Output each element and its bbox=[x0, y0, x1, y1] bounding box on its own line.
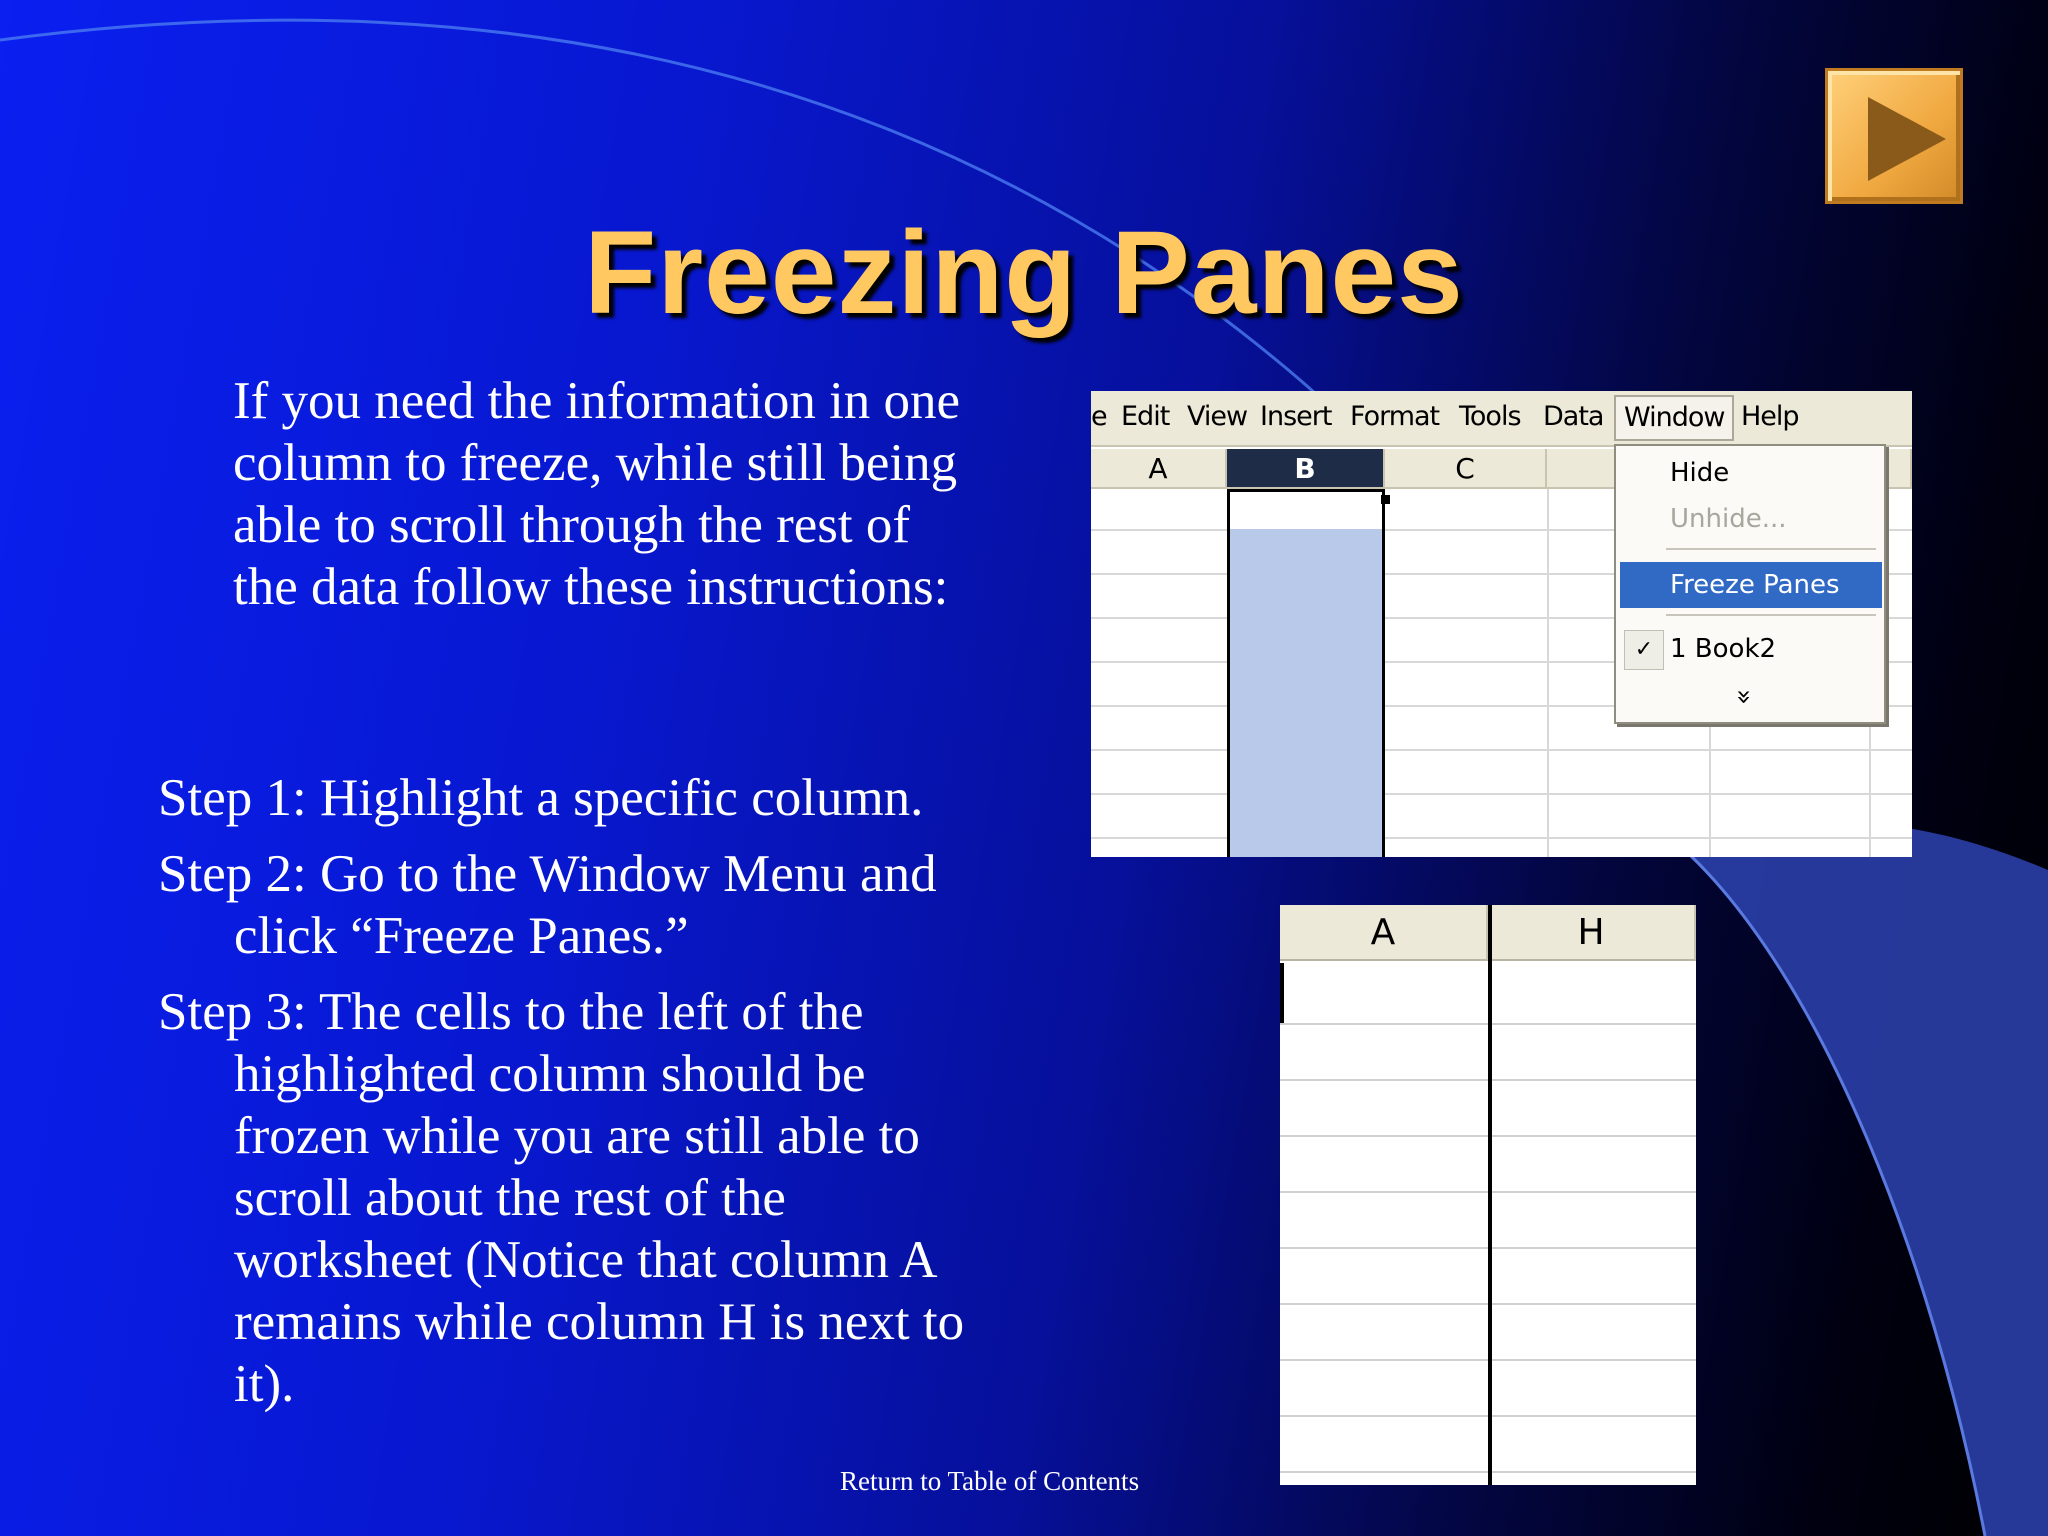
menu-help[interactable]: Help bbox=[1741, 401, 1799, 432]
grid-line bbox=[1547, 489, 1549, 857]
menu-item-book2-label: 1 Book2 bbox=[1670, 634, 1777, 664]
excel-menubar bbox=[1091, 391, 1912, 447]
menu-file-partial[interactable]: e bbox=[1091, 401, 1107, 432]
column-header-b[interactable]: B bbox=[1227, 449, 1385, 489]
selected-column-b[interactable] bbox=[1227, 489, 1385, 857]
steps-list bbox=[158, 767, 998, 1429]
excel-frozen-columns-screenshot bbox=[1280, 905, 1696, 1485]
menu-separator bbox=[1666, 548, 1876, 550]
menu-view[interactable]: View bbox=[1187, 401, 1248, 432]
menu-item-book2[interactable] bbox=[1620, 626, 1882, 672]
return-to-toc-link[interactable]: Return to Table of Contents bbox=[840, 1466, 1140, 1496]
step-3: Step 3: The cells to the left of the highlighted column should be frozen while you are still able to scroll about the rest of the worksheet (Notice that column A remains while column H is next to it). bbox=[158, 983, 965, 1413]
next-slide-button[interactable] bbox=[1825, 68, 1963, 204]
step-1: Step 1: Highlight a specific column. bbox=[158, 769, 924, 827]
menu-item-freeze-panes[interactable]: Freeze Panes bbox=[1620, 562, 1882, 608]
column-header-a[interactable]: A bbox=[1280, 905, 1488, 961]
grid-line bbox=[1091, 837, 1912, 839]
column-header-a[interactable]: A bbox=[1091, 449, 1227, 489]
grid-line bbox=[1091, 793, 1912, 795]
menu-separator bbox=[1666, 614, 1876, 616]
menu-edit[interactable]: Edit bbox=[1121, 401, 1170, 432]
menu-insert[interactable]: Insert bbox=[1260, 401, 1332, 432]
freeze-pane-divider bbox=[1488, 905, 1492, 1485]
excel-window-menu-screenshot bbox=[1091, 391, 1912, 857]
active-cell-border bbox=[1280, 963, 1284, 1023]
menu-item-unhide: Unhide... bbox=[1670, 504, 1787, 534]
menu-tools[interactable]: Tools bbox=[1459, 401, 1521, 432]
column-header-c[interactable]: C bbox=[1385, 449, 1547, 489]
menu-data[interactable]: Data bbox=[1543, 401, 1604, 432]
slide-title: Freezing Panes bbox=[584, 207, 1464, 339]
step-2: Step 2: Go to the Window Menu and click “Freeze Panes.” bbox=[158, 845, 937, 965]
intro-paragraph: If you need the information in one column to freeze, while still being able to scroll through the rest of the data follow these instructions: bbox=[233, 372, 961, 616]
play-arrow-icon bbox=[1868, 97, 1946, 181]
column-header-h[interactable]: H bbox=[1488, 905, 1696, 961]
window-menu-dropdown bbox=[1614, 444, 1886, 724]
grid-line bbox=[1091, 749, 1912, 751]
active-cell[interactable] bbox=[1230, 489, 1382, 529]
fill-handle[interactable] bbox=[1381, 495, 1390, 504]
menu-window[interactable]: Window bbox=[1614, 395, 1734, 441]
menu-format[interactable]: Format bbox=[1350, 401, 1440, 432]
expand-menu-chevron-icon[interactable]: » bbox=[1728, 689, 1759, 705]
checkmark-icon: ✓ bbox=[1624, 630, 1664, 670]
menu-item-hide[interactable]: Hide bbox=[1670, 458, 1730, 488]
